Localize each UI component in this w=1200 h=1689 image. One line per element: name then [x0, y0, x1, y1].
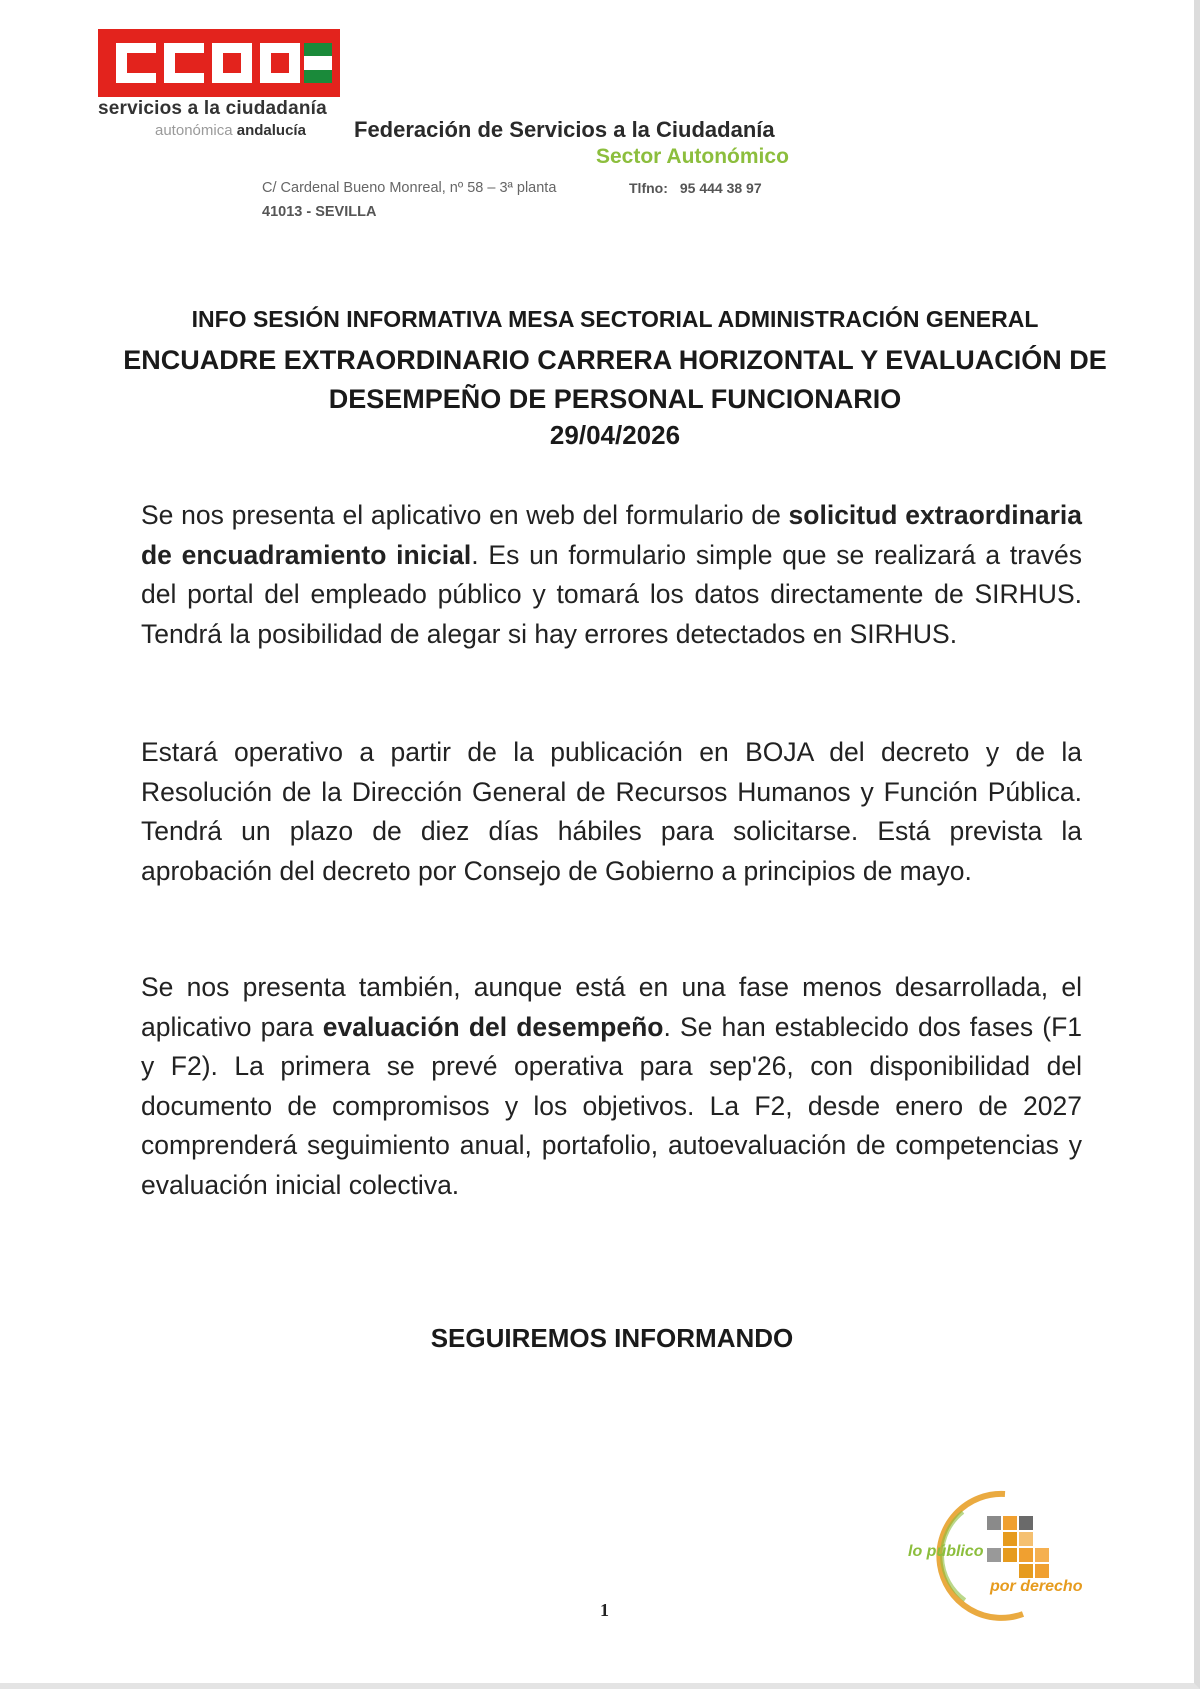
footer-logo-text: lo público	[908, 1543, 984, 1560]
paragraph-2: Estará operativo a partir de la publicación en BOJA del decreto y de la Resolución de la Dirección General de Recursos Humanos y Función Pública. Tendrá un plazo de diez días hábiles para solicitarse. Está prevista la aprobación del decreto por Consejo de Gobierno a principios de mayo.	[141, 737, 1082, 886]
sector-name: Sector Autonómico	[596, 145, 789, 168]
federation-name: Federación de Servicios a la Ciudadanía	[354, 117, 775, 142]
closing-line: SEGUIREMOS INFORMANDO	[430, 1323, 794, 1353]
ccoo-logo	[98, 29, 340, 97]
doc-heading-session: INFO SESIÓN INFORMATIVA MESA SECTORIAL ADMINISTRACIÓN GENERAL	[191, 306, 1039, 332]
org-subtitle-region: autonómica andalucía	[155, 122, 306, 139]
footer-logo-text-2: por derecho	[990, 1578, 1083, 1595]
org-subtitle: servicios a la ciudadanía	[98, 98, 327, 119]
page-number: 1	[600, 1600, 609, 1620]
paragraph-1: Se nos presenta el aplicativo en web del formulario de solicitud extraordinaria de encuadramiento inicial. Es un formulario simple que se realizará a través del portal del empleado público y tomará los datos directamente de SIRHUS. Tendrá la posibilidad de alegar si hay errores detectados en SIRHUS.	[141, 500, 1083, 649]
city: 41013 - SEVILLA	[262, 204, 377, 220]
phone: Tlfno: 95 444 38 97	[629, 180, 762, 196]
doc-heading-date: 29/04/2026	[549, 420, 681, 450]
paragraph-3: Se nos presenta también, aunque está en una fase menos desarrollada, el aplicativo para evaluación del desempeño. Se han establecido dos fases (F1 y F2). La primera se prevé operativa para sep'26, con disponibilidad del documento de compromisos y los objetivos. La F2, desde enero de 2027 comprenderá seguimiento anual, portafolio, autoevaluación de competencias y evaluación inicial colectiva.	[141, 972, 1082, 1200]
address: C/ Cardenal Bueno Monreal, nº 58 – 3ª planta	[262, 180, 557, 196]
doc-heading-topic: ENCUADRE EXTRAORDINARIO CARRERA HORIZONTAL Y EVALUACIÓN DE DESEMPEÑO DE PERSONAL FUNCIONARIO	[123, 345, 1107, 414]
